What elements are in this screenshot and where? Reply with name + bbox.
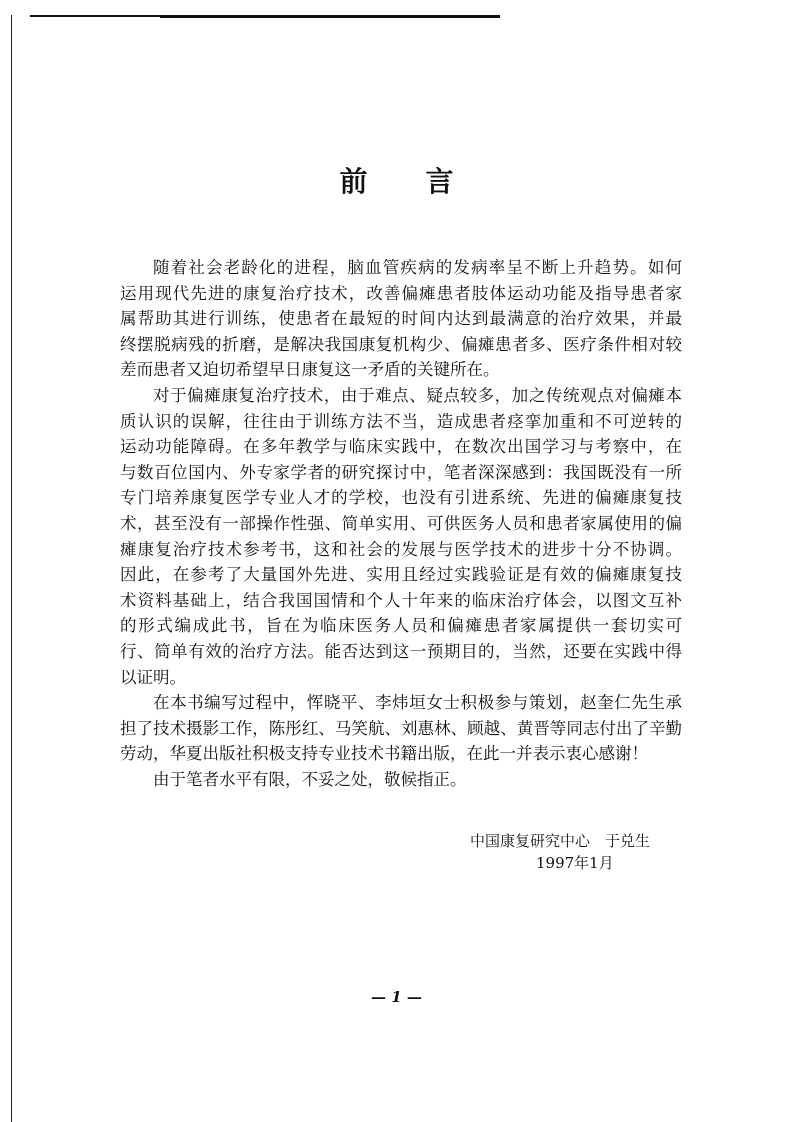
text-line: 在本书编写过程中，恽晓平、李炜垣女士积极参与策划，赵奎仁先生承	[153, 693, 682, 713]
header-rule-thick	[160, 15, 500, 18]
text-line: 行、简单有效的治疗方法。能否达到这一预期目的，当然，还要在实践中得	[120, 641, 682, 661]
text-line: 运用现代先进的康复治疗技术，改善偏瘫患者肢体运动功能及指导患者家	[120, 283, 682, 303]
text-line: 随着社会老龄化的进程，脑血管疾病的发病率呈不断上升趋势。如何	[153, 258, 682, 277]
text-line: 对于偏瘫康复治疗技术，由于难点、疑点较多，加之传统观点对偏瘫本	[153, 385, 682, 405]
page-title	[0, 160, 793, 200]
text-line: 终摆脱病残的折磨，是解决我国康复机构少、偏瘫患者多、医疗条件相对较	[120, 334, 682, 354]
text-line: 劳动，华夏出版社积极支持专业技术书籍出版，在此一并表示衷心感谢！	[120, 744, 648, 764]
paragraph	[120, 767, 682, 793]
text-line: 属帮助其进行训练，使患者在最短的时间内达到最满意的治疗效果，并最	[120, 309, 682, 329]
signature-date: 1997年1月	[536, 854, 614, 872]
text-line: 因此，在参考了大量国外先进、实用且经过实践验证是有效的偏瘫康复技	[120, 565, 682, 585]
text-line: 以证明。	[120, 667, 186, 687]
text-line: 术资料基础上，结合我国国情和个人十年来的临床治疗体会，以图文互补	[120, 590, 682, 610]
text-line: 专门培养康复医学专业人才的学校，也没有引进系统、先进的偏瘫康复技	[120, 488, 682, 508]
text-line: 与数百位国内、外专家学者的研究探讨中，笔者深深感到：我国既没有一所	[120, 462, 682, 482]
text-line: 质认识的误解，往往由于训练方法不当，造成患者痉挛加重和不可逆转的	[120, 411, 682, 431]
paragraph	[120, 690, 682, 767]
text-line: 担了技术摄影工作，陈彤红、马笑航、刘惠林、顾越、黄晋等同志付出了辛勤	[120, 718, 682, 738]
preface-body	[120, 255, 682, 792]
paragraph	[120, 255, 682, 383]
text-line: 瘫康复治疗技术参考书，这和社会的发展与医学技术的进步十分不协调。	[120, 539, 682, 559]
title-char: 前	[339, 165, 426, 198]
text-line: 术，甚至没有一部操作性强、简单实用、可供医务人员和患者家属使用的偏	[120, 513, 682, 533]
text-line: 的形式编成此书，旨在为临床医务人员和偏瘫患者家属提供一套切实可	[120, 616, 682, 636]
page-number: — 1 —	[371, 988, 422, 1006]
text-line: 差而患者又迫切希望早日康复这一矛盾的关键所在。	[120, 360, 500, 380]
text-line: 由于笔者水平有限，不妥之处，敬候指正。	[153, 769, 467, 789]
title-char: 言	[425, 165, 512, 198]
paragraph	[120, 383, 682, 690]
signature-block	[470, 830, 650, 874]
text-line: 运动功能障碍。在多年教学与临床实践中，在数次出国学习与考察中，在	[120, 437, 682, 457]
signature-author: 中国康复研究中心 于兑生	[470, 832, 651, 850]
